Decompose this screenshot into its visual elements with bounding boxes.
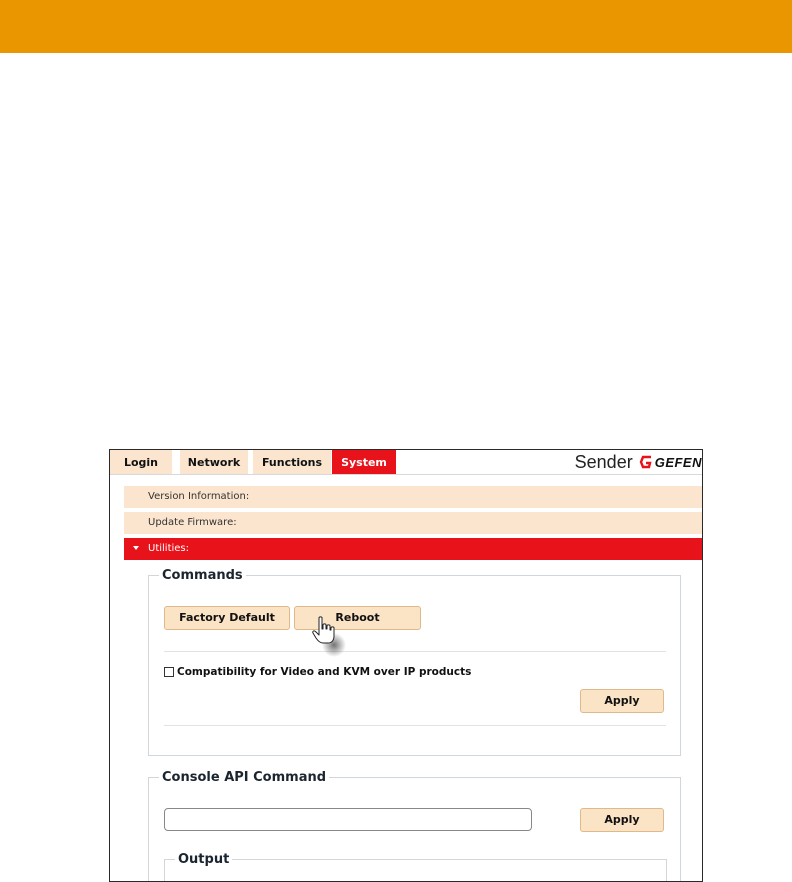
tab-login[interactable]: Login: [110, 450, 172, 474]
compatibility-checkbox[interactable]: [164, 667, 174, 677]
brand-name: GEFEN: [654, 454, 702, 470]
web-ui-frame: [109, 449, 703, 882]
tab-network[interactable]: Network: [180, 450, 248, 474]
output-group: [164, 852, 667, 882]
console-legend: Console API Command: [162, 770, 327, 785]
factory-default-button[interactable]: Factory Default: [164, 606, 290, 630]
device-title: Sender: [574, 451, 633, 472]
section-label: Version Information:: [148, 491, 250, 502]
hand-pointer-icon: [310, 615, 346, 659]
output-legend: Output: [178, 852, 230, 867]
compatibility-label: Compatibility for Video and KVM over IP products: [177, 666, 472, 678]
tab-functions[interactable]: Functions: [253, 450, 331, 474]
commands-group: [148, 568, 681, 756]
apply-console-button[interactable]: Apply: [580, 808, 664, 832]
section-version-information[interactable]: [124, 486, 702, 508]
section-label: Utilities:: [148, 543, 190, 554]
brand-header: [575, 450, 702, 474]
console-command-input[interactable]: [164, 808, 532, 831]
gefen-logo-icon: [639, 455, 653, 469]
section-label: Update Firmware:: [148, 517, 237, 528]
commands-legend: Commands: [162, 568, 243, 583]
divider: [164, 725, 666, 726]
divider: [164, 651, 666, 652]
caret-down-icon: [133, 546, 139, 550]
compatibility-row: [164, 666, 471, 678]
section-update-firmware[interactable]: [124, 512, 702, 534]
top-accent-bar: [0, 0, 792, 53]
tab-bar: [110, 450, 702, 475]
apply-compatibility-button[interactable]: Apply: [580, 689, 664, 713]
tab-system[interactable]: System: [332, 450, 396, 474]
reboot-button[interactable]: Reboot: [294, 606, 421, 630]
section-utilities[interactable]: [124, 538, 702, 560]
